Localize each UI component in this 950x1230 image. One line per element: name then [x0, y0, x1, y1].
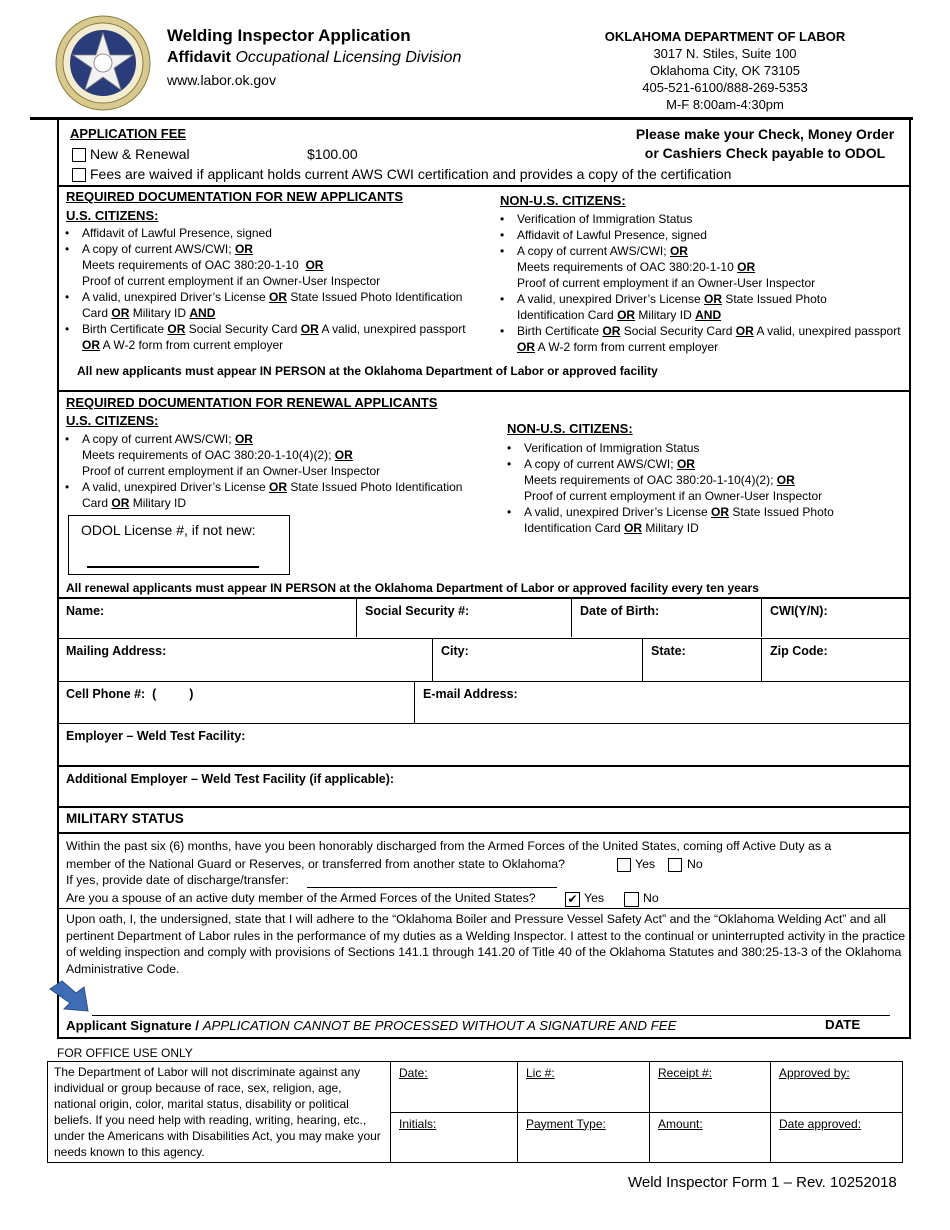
office-approved-by-label: Approved by:	[779, 1066, 850, 1080]
signature-line[interactable]	[92, 999, 890, 1016]
military-bottom-rule	[57, 908, 911, 909]
zip-label: Zip Code:	[770, 644, 828, 658]
signature-arrow-icon	[48, 979, 92, 1020]
dept-hours: M-F 8:00am-4:30pm	[666, 97, 784, 112]
list-item: • A copy of current AWS/CWI; OR	[503, 456, 908, 472]
list-item: • A valid, unexpired Driver’s License OR State Issued Photo	[503, 504, 908, 520]
top-rule	[30, 117, 913, 120]
military-q1-line1: Within the past six (6) months, have you been honorably discharged from the Armed Forces of the United States, coming off Active Duty as a	[66, 839, 832, 853]
office-lic-cell[interactable]	[518, 1062, 650, 1113]
dept-address2: Oklahoma City, OK 73105	[649, 63, 801, 78]
dob-label: Date of Birth:	[580, 604, 660, 618]
fee-waiver-checkbox[interactable]	[72, 168, 86, 182]
dept-block	[590, 28, 860, 113]
renew-us-heading: U.S. CITIZENS:	[66, 413, 159, 428]
oath-text: Upon oath, I, the undersigned, state that I will adhere to the “Oklahoma Boiler and Pressure Vessel Safety Act” and the “Oklahoma Welding Act” and all pertinent Department of Labor rules in the performance of my duties as a Welding Inspector. I attest to the continual or uninterrupted activity in the practice of welding inspection and comply with provisions of Sections 141.1 through 141.20 of Title 40 of the Oklahoma Statutes and 380:25-13-3 of the Oklahoma Administrative Code.	[66, 912, 906, 976]
list-subline: Card OR Military ID AND	[82, 306, 216, 320]
odol-license-label: ODOL License #, if not new:	[81, 522, 256, 538]
email-field[interactable]	[415, 682, 908, 722]
paren-open: (	[152, 687, 157, 701]
list-item: • Birth Certificate OR Social Security Card OR A valid, unexpired passport	[496, 323, 911, 339]
discharge-yes-label: Yes	[635, 857, 656, 871]
form-subtitle	[167, 49, 461, 67]
office-initials-label: Initials:	[399, 1116, 437, 1131]
office-date-approved-cell[interactable]	[771, 1112, 903, 1163]
new-renewal-checkbox[interactable]	[72, 148, 86, 162]
office-receipt-label: Receipt #:	[658, 1066, 713, 1080]
renew-us-list	[61, 431, 491, 511]
disclaimer-text: The Department of Labor will not discriminate against any individual or group because of race, sex, religion, age, national origin, color, marital status, disability or political beliefs. If you need help with reading, writing, hearing, etc., under the Americans with Disabilities Act, you may make your needs known to this agency.	[54, 1065, 381, 1159]
office-receipt-cell[interactable]	[650, 1062, 771, 1113]
city-field[interactable]	[433, 639, 641, 680]
list-subline: Meets requirements of OAC 380:20-1-10(4)(2); OR	[524, 473, 795, 487]
ssn-label: Social Security #:	[365, 604, 470, 618]
office-date-cell[interactable]	[391, 1062, 518, 1113]
new-renewal-label: New & Renewal	[90, 146, 190, 162]
list-subline: Identification Card OR Military ID	[524, 521, 699, 535]
office-use-table	[47, 1061, 903, 1163]
list-item: • A copy of current AWS/CWI; OR	[61, 241, 481, 257]
form-title: Welding Inspector Application	[167, 26, 411, 45]
dept-name: OKLAHOMA DEPARTMENT OF LABOR	[604, 29, 846, 44]
fee-heading: APPLICATION FEE	[70, 126, 187, 141]
list-subline: Meets requirements of OAC 380:20-1-10 OR	[517, 260, 756, 274]
list-item: • A valid, unexpired Driver’s License OR State Issued Photo Identification	[61, 289, 481, 305]
name-label: Name:	[66, 604, 105, 618]
subtitle-affidavit: Affidavit	[167, 49, 231, 66]
disclaimer-cell	[48, 1062, 391, 1163]
discharge-no-checkbox[interactable]	[668, 858, 682, 872]
cell-phone-field[interactable]	[59, 682, 413, 722]
spouse-yes-checkbox[interactable]	[565, 892, 580, 907]
new-docs-heading: REQUIRED DOCUMENTATION FOR NEW APPLICANTS	[66, 189, 404, 204]
office-date-label: Date:	[399, 1066, 428, 1080]
city-label: City:	[441, 644, 469, 658]
office-initials-cell[interactable]	[391, 1112, 518, 1163]
oath-bottom-rule	[57, 1037, 911, 1039]
payable-line2: or Cashiers Check payable to ODOL	[644, 145, 886, 161]
state-label: State:	[651, 644, 686, 658]
office-date-approved-label: Date approved:	[779, 1116, 862, 1131]
state-seal	[55, 15, 151, 111]
office-approved-by-cell[interactable]	[771, 1062, 903, 1113]
payable-note	[620, 125, 910, 163]
discharge-yes-checkbox[interactable]	[617, 858, 631, 872]
list-item: • A valid, unexpired Driver’s License OR State Issued Photo Identification	[61, 479, 491, 495]
payable-line1: Please make your Check, Money Order	[635, 126, 895, 142]
office-payment-type-cell[interactable]	[518, 1112, 650, 1163]
military-q1-line2: member of the National Guard or Reserves, or transferred from another state to Oklahoma?	[66, 857, 565, 871]
email-label: E-mail Address:	[423, 687, 518, 701]
signature-label-text: Applicant Signature /	[66, 1018, 199, 1033]
employer-label: Employer – Weld Test Facility:	[66, 729, 246, 743]
mailing-address-field[interactable]	[59, 639, 431, 680]
list-subline: Proof of current employment if an Owner-User Inspector	[517, 276, 816, 290]
list-item: • Verification of Immigration Status	[503, 440, 908, 456]
form-revision: Weld Inspector Form 1 – Rev. 10252018	[628, 1174, 897, 1191]
new-docs-rule	[57, 390, 911, 392]
paren-close: )	[189, 687, 194, 701]
spouse-yes-label: Yes	[584, 891, 605, 905]
renew-non-list	[503, 440, 908, 536]
name-field[interactable]	[59, 599, 355, 637]
list-item: • Verification of Immigration Status	[496, 211, 911, 227]
zip-field[interactable]	[762, 639, 908, 680]
military-rule	[57, 832, 911, 834]
new-non-heading: NON-U.S. CITIZENS:	[500, 193, 626, 208]
odol-license-input[interactable]	[87, 548, 259, 568]
dob-field[interactable]	[572, 599, 760, 637]
renew-non-heading: NON-U.S. CITIZENS:	[507, 421, 633, 436]
new-applicant-note: All new applicants must appear IN PERSON at the Oklahoma Department of Labor or approved facility	[77, 364, 658, 378]
left-border	[57, 120, 59, 1038]
discharge-date-label: If yes, provide date of discharge/transfer:	[66, 873, 289, 887]
list-subline: OR A W-2 form from current employer	[517, 340, 719, 354]
office-amount-label: Amount:	[658, 1116, 703, 1131]
subtitle-division: Occupational Licensing Division	[235, 49, 462, 66]
additional-employer-label: Additional Employer – Weld Test Facility (if applicable):	[66, 772, 395, 786]
list-subline: Meets requirements of OAC 380:20-1-10(4)(2); OR	[82, 448, 353, 462]
cwi-field[interactable]	[762, 599, 908, 637]
list-subline: Proof of current employment if an Owner-User Inspector	[82, 464, 381, 478]
list-subline: Proof of current employment if an Owner-User Inspector	[524, 489, 823, 503]
office-payment-type-label: Payment Type:	[526, 1116, 606, 1131]
discharge-date-input[interactable]	[307, 873, 557, 888]
list-subline: OR A W-2 form from current employer	[82, 338, 284, 352]
check-icon: ✔	[567, 892, 578, 906]
row-rule	[57, 765, 911, 767]
list-subline: Card OR Military ID	[82, 496, 187, 510]
discharge-no-label: No	[687, 857, 703, 871]
office-amount-cell[interactable]	[650, 1112, 771, 1163]
spouse-question: Are you a spouse of an active duty member of the Armed Forces of the United States?	[66, 891, 536, 905]
dept-address1: 3017 N. Stiles, Suite 100	[653, 46, 797, 61]
spouse-no-checkbox[interactable]	[624, 892, 639, 907]
renewal-applicant-note: All renewal applicants must appear IN PERSON at the Oklahoma Department of Labor or approved facility every ten years	[66, 581, 759, 595]
list-item: • Affidavit of Lawful Presence, signed	[61, 225, 481, 241]
list-subline: Identification Card OR Military ID AND	[517, 308, 722, 322]
list-item: • Birth Certificate OR Social Security Card OR A valid, unexpired passport	[61, 321, 481, 337]
additional-employer-field[interactable]	[59, 768, 908, 806]
military-heading: MILITARY STATUS	[66, 811, 184, 826]
spouse-no-label: No	[643, 891, 659, 905]
fee-amount: $100.00	[307, 146, 358, 162]
signature-label	[66, 1018, 677, 1033]
website: www.labor.ok.gov	[167, 72, 276, 88]
row-rule	[57, 806, 911, 808]
office-use-heading: FOR OFFICE USE ONLY	[57, 1046, 193, 1060]
renew-docs-heading: REQUIRED DOCUMENTATION FOR RENEWAL APPLICANTS	[66, 395, 438, 410]
dept-phone: 405-521-6100/888-269-5353	[642, 80, 808, 95]
list-item: • A valid, unexpired Driver’s License OR State Issued Photo	[496, 291, 911, 307]
fee-rule	[57, 185, 911, 187]
list-item: • Affidavit of Lawful Presence, signed	[496, 227, 911, 243]
ssn-field[interactable]	[357, 599, 570, 637]
fee-waiver-text: Fees are waived if applicant holds current AWS CWI certification and provides a copy of the certification	[90, 166, 732, 182]
list-subline: Meets requirements of OAC 380:20-1-10 OR	[82, 258, 324, 272]
cell-phone-text: Cell Phone #:	[66, 687, 146, 701]
seal-icon	[55, 15, 151, 111]
office-lic-label: Lic #:	[526, 1066, 555, 1080]
new-us-heading: U.S. CITIZENS:	[66, 208, 159, 223]
state-field[interactable]	[643, 639, 760, 680]
signature-warning: APPLICATION CANNOT BE PROCESSED WITHOUT A SIGNATURE AND FEE	[202, 1018, 677, 1033]
date-label: DATE	[825, 1017, 861, 1032]
cwi-label: CWI(Y/N):	[770, 604, 828, 618]
employer-field[interactable]	[59, 724, 908, 765]
list-item: • A copy of current AWS/CWI; OR	[496, 243, 911, 259]
list-item: • A copy of current AWS/CWI; OR	[61, 431, 491, 447]
new-non-list	[496, 211, 911, 355]
mailing-address-label: Mailing Address:	[66, 644, 167, 658]
list-subline: Proof of current employment if an Owner-User Inspector	[82, 274, 381, 288]
new-us-list	[61, 225, 481, 353]
